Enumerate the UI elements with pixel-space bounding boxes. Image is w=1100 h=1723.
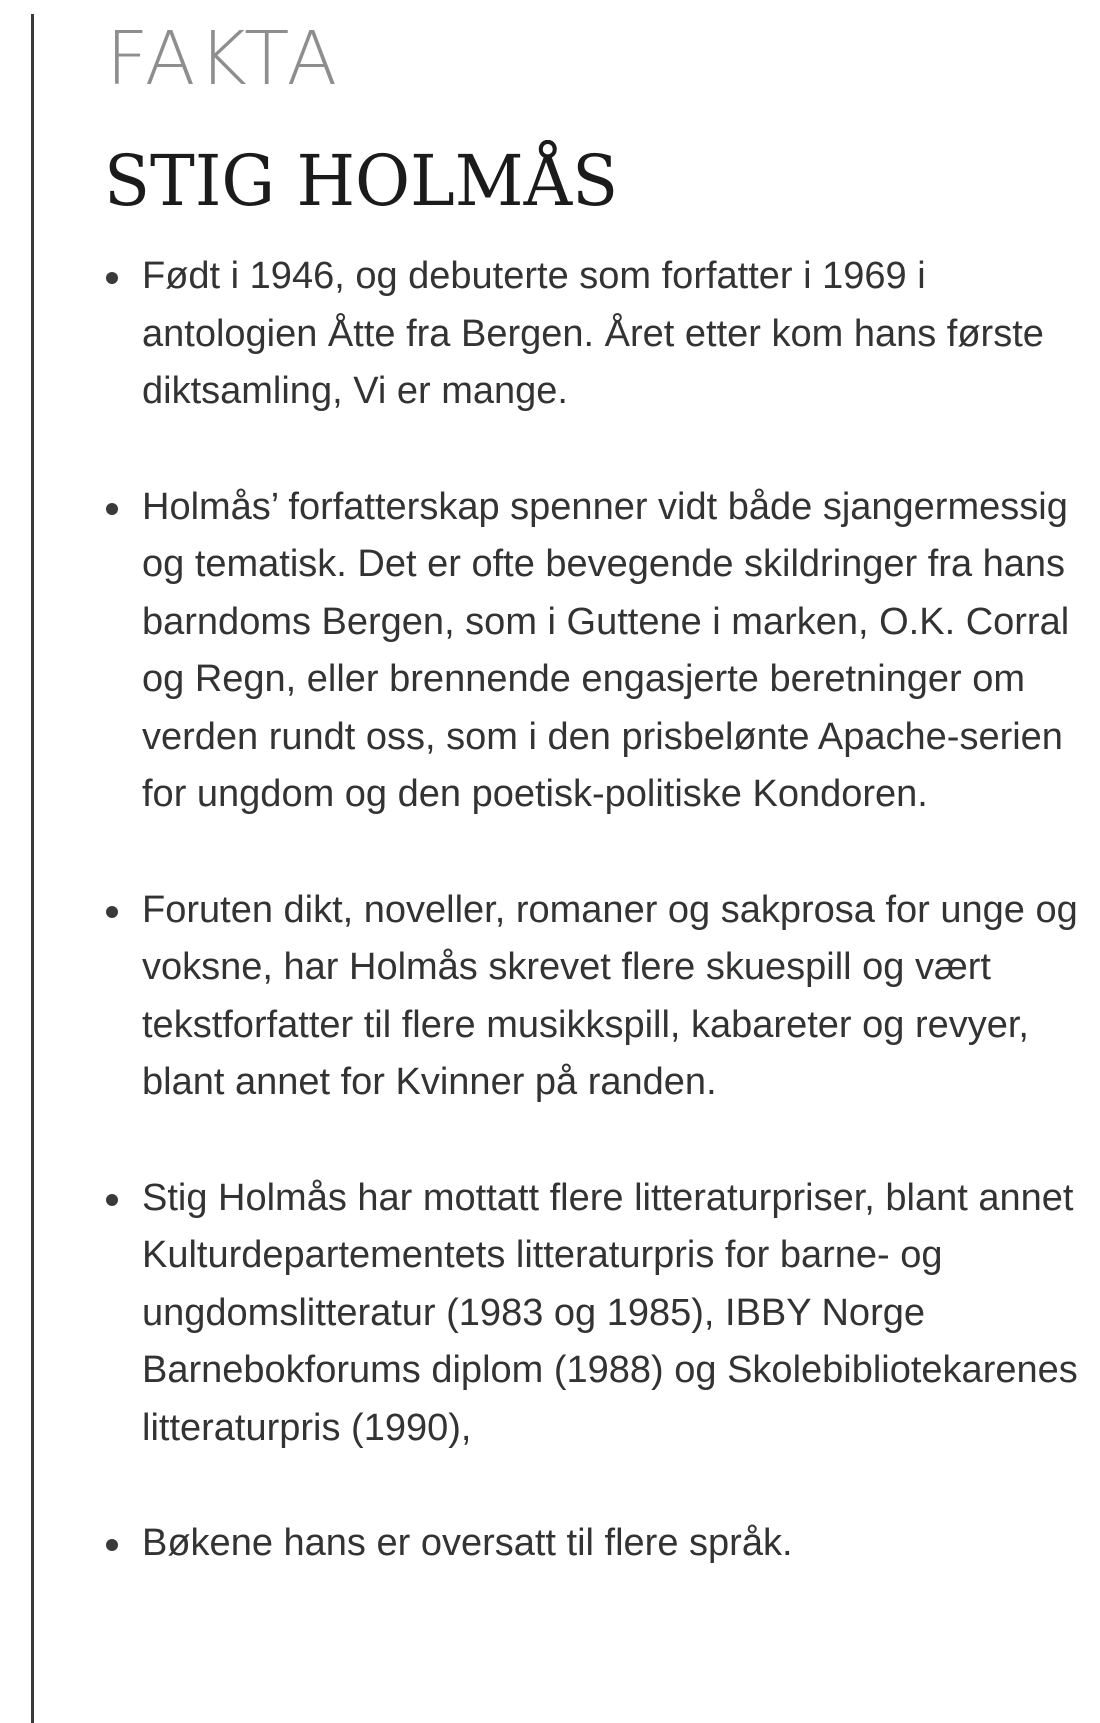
section-kicker: FAKTA [106,16,341,102]
bullet-icon [106,1194,118,1206]
fact-text: Foruten dikt, noveller, romaner og sakprosa for unge og voksne, har Holmås skrevet flere skuespill og vært tekstforfatter til flere musikkspill, kabareter og revyer, blant annet for Kvinner på randen. [142,888,1078,1103]
fact-item-authorship [0,479,1100,824]
fact-item-awards [0,1170,1100,1458]
fact-text: Holmås’ forfatterskap spenner vidt både sjangermessig og tematisk. Det er ofte bevegende skildringer fra hans barndoms Bergen, som i Guttene i marken, O.K. Corral og Regn, eller brennende engasjerte beretninger om verden rundt oss, som i den prisbelønte Apache-serien for ungdom og den poetisk-politiske Kondoren. [142,485,1070,815]
fact-item-translations [0,1515,1100,1573]
bullet-icon [106,906,118,918]
fact-text: Stig Holmås har mottatt flere litteraturpriser, blant annet Kulturdepartementets litteraturpris for barne- og ungdomslitteratur (1983 og 1985), IBBY Norge Barnebokforums diplom (1988) og Skolebibliotekarenes litteraturpris (1990), [142,1176,1078,1449]
bullet-icon [106,272,118,284]
bullet-icon [106,503,118,515]
page-title: STIG HOLMÅS [104,140,619,222]
fact-item-genres [0,882,1100,1112]
fact-item-birth-debut [0,248,1100,421]
fact-list [0,248,1100,1631]
bullet-icon [106,1539,118,1551]
fact-text: Født i 1946, og debuterte som forfatter i 1969 i antologien Åtte fra Bergen. Året etter kom hans første diktsamling, Vi er mange. [142,255,1044,412]
fact-text: Bøkene hans er oversatt til flere språk. [142,1522,793,1564]
